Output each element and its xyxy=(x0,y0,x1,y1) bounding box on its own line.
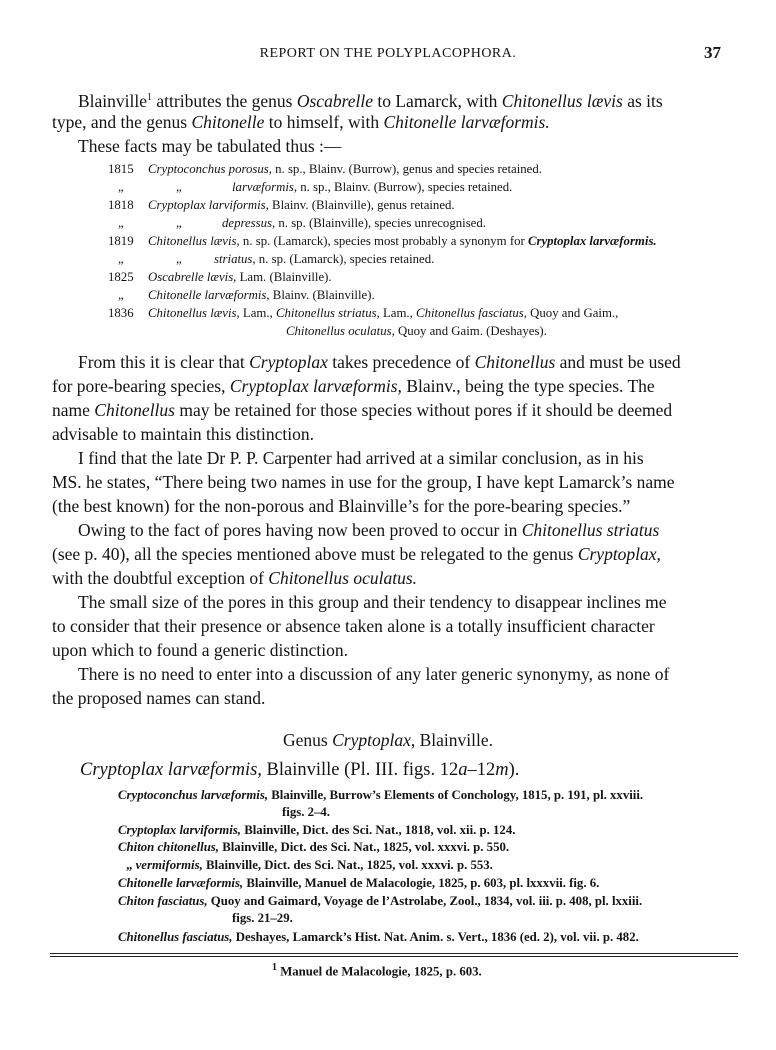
synonym-entry xyxy=(126,856,493,874)
text: Blainville, Dict. des Sci. Nat., 1825, vol. xxxvi. p. 550. xyxy=(219,840,510,854)
text: Lam. (Blainville). xyxy=(236,270,332,284)
taxon: Chitonelle xyxy=(191,112,265,132)
text: takes precedence of xyxy=(327,352,475,372)
taxon: Cryptoplax larvæformis. xyxy=(527,234,657,248)
synonym-entry xyxy=(118,928,639,946)
taxon: striatus, xyxy=(214,252,256,266)
text: n. sp., Blainv. (Burrow), species retained. xyxy=(297,180,513,194)
taxon: Chitonelle larvæformis, xyxy=(148,288,270,302)
text: to himself, with xyxy=(264,112,384,132)
para2-line-3 xyxy=(52,398,672,422)
taxon: Oscabrelle xyxy=(296,90,373,111)
table-ditto: „ xyxy=(118,252,124,266)
synonym-entry xyxy=(118,838,509,856)
para3-line-1: I find that the late Dr P. P. Carpenter had arrived at a similar conclusion, as in his xyxy=(78,448,644,468)
text: m xyxy=(495,760,509,780)
synonym-continuation: figs. 21–29. xyxy=(232,911,293,925)
intro-line-2 xyxy=(52,110,550,134)
synonym-continuation: figs. 2–4. xyxy=(282,805,330,819)
table-year: 1819 xyxy=(108,234,134,248)
taxon: Chitonellus oculatus. xyxy=(268,568,418,588)
text: a xyxy=(458,760,468,780)
synonym-entry xyxy=(118,874,599,892)
taxon: Cryptoplax, xyxy=(332,730,416,750)
table-year: 1825 xyxy=(108,270,134,284)
text: and must be used xyxy=(555,352,681,372)
taxon: Cryptoplax larvæformis, xyxy=(229,376,402,396)
text: name xyxy=(52,400,95,420)
footnote-rule xyxy=(50,953,738,954)
text: From this it is clear that xyxy=(78,352,250,372)
intro-line-1 xyxy=(78,86,663,113)
ditto-mark: „ xyxy=(126,858,136,872)
para2-line-1 xyxy=(78,350,681,374)
text: n. sp. (Lamarck), species most probably a synonym for xyxy=(239,234,528,248)
taxon: Cryptoplax, xyxy=(577,544,661,564)
synonym-entry xyxy=(118,892,642,910)
para4-line-3 xyxy=(52,566,417,590)
para3-line-3: (the best known) for the non-porous and Blainville’s for the pore-bearing species.” xyxy=(52,496,631,516)
text: Quoy and Gaim. (Deshayes). xyxy=(394,324,547,338)
taxon: Chitonellus lævis, xyxy=(148,306,240,320)
text: n. sp., Blainv. (Burrow), genus and species retained. xyxy=(271,162,542,176)
text: for pore-bearing species, xyxy=(52,376,230,396)
taxon: Cryptoplax larviformis, xyxy=(118,823,241,837)
taxon: Chitonelle larvæformis, xyxy=(118,876,244,890)
taxon: Chitonellus oculatus, xyxy=(286,324,395,338)
text: Blainville. xyxy=(415,730,493,750)
taxon: Chitonellus xyxy=(474,352,556,372)
para4-line-2 xyxy=(52,542,661,566)
running-header-title: REPORT ON THE POLYPLACOPHORA. xyxy=(259,46,517,61)
footnote-marker: 1 xyxy=(272,962,277,973)
taxon: larvæformis, xyxy=(232,180,298,194)
text: Lam., xyxy=(379,306,417,320)
intro-line-3: These facts may be tabulated thus :— xyxy=(78,136,342,156)
footnote-ref: 1 xyxy=(147,92,153,103)
taxon: Chitonellus xyxy=(94,400,175,420)
synonym-entry xyxy=(118,786,643,804)
footnote-rule xyxy=(50,956,738,957)
taxon: Chitonellus fasciatus, xyxy=(416,306,527,320)
text: type, and the genus xyxy=(52,112,192,132)
text: n. sp. (Blainville), species unrecognised. xyxy=(275,216,486,230)
para2-line-2 xyxy=(52,374,655,398)
page-number: 37 xyxy=(704,43,721,62)
table-year: 1818 xyxy=(108,198,134,212)
taxon: Cryptoconchus larvæformis, xyxy=(118,788,269,802)
taxon: Cryptoplax larviformis, xyxy=(148,198,269,212)
taxon: vermiformis, xyxy=(135,858,203,872)
text: to Lamarck, with xyxy=(373,90,502,111)
text: Blainville (Pl. III. figs. 12 xyxy=(261,760,459,780)
para2-line-4: advisable to maintain this distinction. xyxy=(52,424,314,444)
text: Blainville xyxy=(78,90,148,111)
para5-line-3: upon which to found a generic distinction. xyxy=(52,640,348,660)
footnote-text: Manuel de Malacologie, 1825, p. 603. xyxy=(277,964,482,979)
table-year: 1815 xyxy=(108,162,134,176)
text: attributes the genus xyxy=(152,90,297,111)
taxon: Chitonellus lævis xyxy=(501,90,623,111)
text: as its xyxy=(622,90,663,111)
table-ditto: „ xyxy=(176,180,182,194)
taxon: Chiton fasciatus, xyxy=(118,894,208,908)
text: Genus xyxy=(283,730,333,750)
text: Quoy and Gaimard, Voyage de l’Astrolabe, Zool., 1834, vol. iii. p. 408, pl. lxxiii. xyxy=(207,894,643,908)
para4-line-1 xyxy=(78,518,659,542)
para3-line-2: MS. he states, “There being two names in use for the group, I have kept Lamarck’s name xyxy=(52,472,675,492)
taxon: Chitonellus striatus xyxy=(521,520,660,540)
text: Blainville, Dict. des Sci. Nat., 1818, vol. xii. p. 124. xyxy=(241,823,516,837)
text: Deshayes, Lamarck’s Hist. Nat. Anim. s. Vert., 1836 (ed. 2), vol. vii. p. 482. xyxy=(232,930,639,944)
text: with the doubtful exception of xyxy=(52,568,269,588)
text: –12 xyxy=(467,760,496,780)
para6-line-1: There is no need to enter into a discussion of any later generic synonymy, as none of xyxy=(78,664,670,684)
species-heading xyxy=(80,760,519,781)
table-year: 1836 xyxy=(108,306,134,320)
para5-line-1: The small size of the pores in this group and their tendency to disappear inclines me xyxy=(78,592,667,612)
text: Blainv. (Blainville). xyxy=(269,288,375,302)
taxon: Chitonelle larvæformis. xyxy=(383,112,550,132)
table-ditto: „ xyxy=(176,252,182,266)
text: Blainv. (Blainville), genus retained. xyxy=(268,198,455,212)
taxon: Chitonellus striatus, xyxy=(275,306,380,320)
text: Blainville, Burrow’s Elements of Conchology, 1815, p. 191, pl. xxviii. xyxy=(268,788,644,802)
table-ditto: „ xyxy=(118,216,124,230)
taxon: Chitonellus fasciatus, xyxy=(118,930,233,944)
text: Blainville, Dict. des Sci. Nat., 1825, vol. xxxvi. p. 553. xyxy=(202,858,493,872)
footnote xyxy=(272,962,482,979)
text: n. sp. (Lamarck), species retained. xyxy=(255,252,435,266)
genus-heading xyxy=(0,730,776,751)
synonym-entry xyxy=(118,821,515,839)
text: may be retained for those species without pores if it should be deemed xyxy=(174,400,673,420)
table-ditto: „ xyxy=(176,216,182,230)
text: ). xyxy=(508,760,520,780)
taxon: Cryptoconchus porosus, xyxy=(148,162,272,176)
taxon: Chiton chitonellus, xyxy=(118,840,219,854)
taxon: Chitonellus lævis, xyxy=(148,234,240,248)
text: (see p. 40), all the species mentioned above must be relegated to the genus xyxy=(52,544,578,564)
text: Blainv., being the type species. The xyxy=(401,376,655,396)
taxon: depressus, xyxy=(222,216,276,230)
para5-line-2: to consider that their presence or absence taken alone is a totally insufficient character xyxy=(52,616,655,636)
para6-line-2: the proposed names can stand. xyxy=(52,688,266,708)
text: Quoy and Gaim., xyxy=(526,306,619,320)
taxon: Cryptoplax larvæformis, xyxy=(80,760,262,780)
table-ditto: „ xyxy=(118,288,124,302)
text: Lam., xyxy=(239,306,276,320)
text: Blainville, Manuel de Malacologie, 1825, p. 603, pl. lxxxvii. fig. 6. xyxy=(243,876,600,890)
table-ditto: „ xyxy=(118,180,124,194)
taxon: Cryptoplax xyxy=(249,352,328,372)
taxon: Oscabrelle lævis, xyxy=(148,270,237,284)
text: Owing to the fact of pores having now been proved to occur in xyxy=(78,520,522,540)
